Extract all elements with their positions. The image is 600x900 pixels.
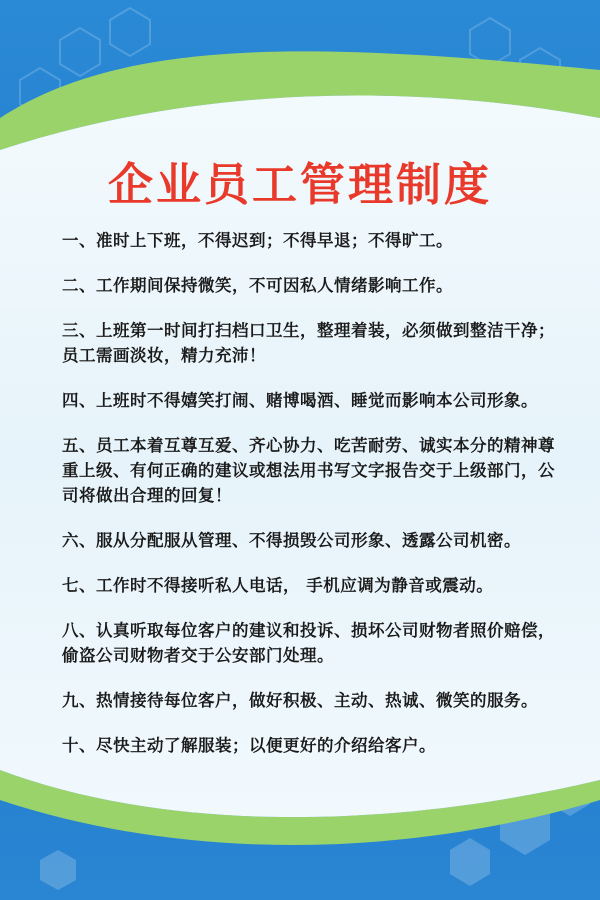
rule-item: 三、上班第一时间打扫档口卫生，整理着装，必须做到整洁干净；员工需画淡妆，精力充沛！ — [62, 321, 555, 365]
rule-item: 九、热情接待每位客户，做好积极、主动、热诚、微笑的服务。 — [62, 691, 538, 710]
rule-item: 七、工作时不得接听私人电话， 手机应调为静音或震动。 — [62, 576, 494, 595]
rule-item: 八、认真听取每位客户的建议和投诉、损坏公司财物者照价赔偿，偷盗公司财物者交于公安部门处理。 — [62, 621, 555, 665]
rule-item: 十、尽快主动了解服装；以便更好的介绍给客户。 — [62, 736, 436, 755]
rule-item: 六、服从分配服从管理、不得损毁公司形象、透露公司机密。 — [62, 531, 521, 550]
rule-item: 二、工作期间保持微笑，不可因私人情绪影响工作。 — [62, 276, 453, 295]
rule-item: 一、准时上下班，不得迟到；不得早退；不得旷工。 — [62, 231, 453, 250]
page-title: 企业员工管理制度 — [107, 158, 492, 212]
rule-item: 四、上班时不得嬉笑打闹、赌博喝酒、睡觉而影响本公司形象。 — [62, 391, 538, 410]
rule-item: 五、员工本着互尊互爱、齐心协力、吃苦耐劳、诚实本分的精神尊重上级、有何正确的建议或想法用书写文字报告交于上级部门，公司将做出合理的回复！ — [62, 436, 555, 505]
rules-list — [62, 228, 556, 778]
